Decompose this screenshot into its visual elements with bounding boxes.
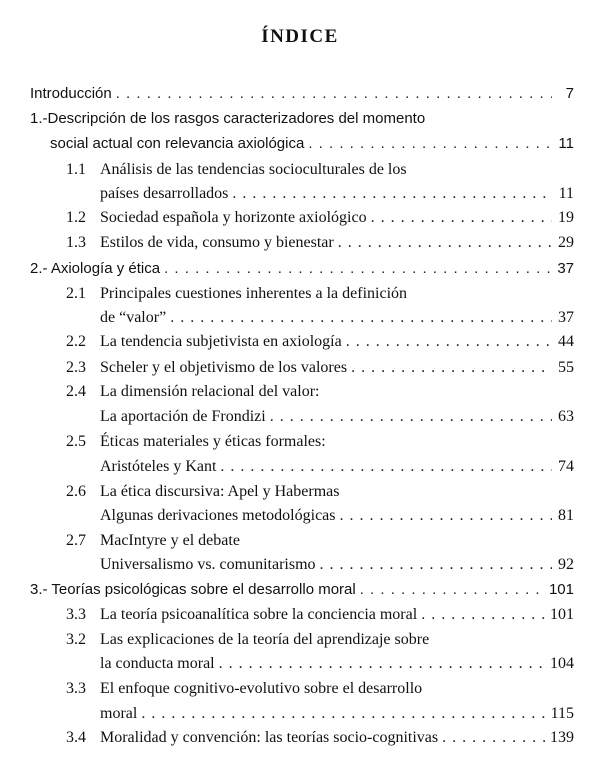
dot-leader — [442, 726, 546, 750]
toc-entry-number: 2.6 — [66, 483, 86, 500]
toc-entry-page: 19 — [558, 209, 574, 226]
toc-entry-number: 2.3 — [66, 359, 86, 376]
toc-entry-title: de “valor” — [100, 309, 167, 326]
toc-entry-page: 92 — [558, 556, 574, 573]
toc-entry-title: 3.- Teorías psicológicas sobre el desarrollo moral — [30, 581, 356, 598]
toc-entry — [100, 702, 574, 726]
toc-entry-page: 11 — [558, 135, 574, 152]
dot-leader — [164, 257, 552, 281]
dot-leader — [340, 504, 553, 528]
toc-entry — [66, 677, 422, 701]
toc-entry-number: 1.3 — [66, 234, 86, 251]
dot-leader — [170, 306, 552, 330]
toc-entry — [66, 430, 326, 454]
dot-leader — [338, 231, 552, 255]
toc-entry — [100, 306, 574, 330]
toc-entry-title: La teoría psicoanalítica sobre la conciencia moral — [100, 606, 418, 623]
toc-entry — [66, 529, 240, 553]
toc-entry-title: Aristóteles y Kant — [100, 458, 217, 475]
toc-entry-title: Introducción — [30, 85, 112, 102]
dot-leader — [308, 132, 552, 156]
toc-entry-title: El enfoque cognitivo-evolutivo sobre el desarrollo — [100, 680, 423, 697]
toc-entry — [66, 330, 574, 354]
toc-entry-title: Moralidad y convención: las teorías socio-cognitivas — [100, 729, 439, 746]
toc-entry-number: 2.7 — [66, 532, 86, 549]
toc-entry — [100, 455, 574, 479]
toc-entry-page: 55 — [558, 359, 574, 376]
dot-leader — [219, 652, 546, 676]
toc-entry-title: Estilos de vida, consumo y bienestar — [100, 234, 334, 251]
toc-entry — [50, 132, 574, 156]
toc-entry-title: Éticas materiales y éticas formales: — [100, 433, 326, 450]
toc-entry-number: 2.5 — [66, 433, 86, 450]
toc-entry — [30, 82, 574, 106]
toc-entry-title: La tendencia subjetivista en axiología — [100, 333, 342, 350]
toc-entry-page: 81 — [558, 507, 574, 524]
dot-leader — [421, 603, 546, 627]
dot-leader — [346, 330, 552, 354]
toc-entry — [66, 480, 339, 504]
toc-entry — [66, 206, 574, 230]
toc-entry — [66, 356, 574, 380]
toc-entry — [30, 578, 574, 602]
toc-entry-number: 3.3 — [66, 680, 86, 697]
toc-entry — [100, 182, 574, 206]
toc-entry-title: Las explicaciones de la teoría del aprendizaje sobre — [100, 631, 430, 648]
toc-entry — [100, 405, 574, 429]
toc-entry-page: 115 — [550, 705, 574, 722]
toc-entry-title: la conducta moral — [100, 655, 215, 672]
dot-leader — [220, 455, 552, 479]
dot-leader — [371, 206, 552, 230]
toc-entry-number: 2.2 — [66, 333, 86, 350]
toc-entry-number: 3.4 — [66, 729, 86, 746]
toc-entry — [66, 158, 407, 182]
toc-entry-page: 37 — [558, 309, 574, 326]
toc-entry-number: 1.2 — [66, 209, 86, 226]
toc-entry-page: 74 — [558, 458, 574, 475]
toc-entry-page: 101 — [550, 606, 574, 623]
toc-entry-title: La aportación de Frondizi — [100, 408, 266, 425]
page-title: ÍNDICE — [261, 26, 339, 47]
dot-leader — [360, 578, 545, 602]
toc-entry-page: 7 — [565, 85, 574, 102]
toc-entry-title: Sociedad española y horizonte axiológico — [100, 209, 367, 226]
toc-entry — [66, 380, 319, 404]
toc-entry-title: MacIntyre y el debate — [100, 532, 240, 549]
toc-entry — [66, 282, 407, 306]
toc-entry-title: Scheler y el objetivismo de los valores — [100, 359, 348, 376]
toc-entry-number: 1.1 — [66, 161, 86, 178]
toc-entry — [66, 231, 574, 255]
toc-entry-number: 3.3 — [66, 606, 86, 623]
toc-entry-title: La ética discursiva: Apel y Habermas — [100, 483, 340, 500]
toc-entry-title: Algunas derivaciones metodológicas — [100, 507, 336, 524]
toc-entry-title: 2.- Axiología y ética — [30, 260, 161, 277]
toc-entry — [30, 257, 574, 281]
toc-entry-number: 3.2 — [66, 631, 86, 648]
toc-entry-title: Análisis de las tendencias socioculturales de los — [100, 161, 407, 178]
toc-entry-page: 139 — [550, 729, 574, 746]
toc-entry — [30, 107, 425, 131]
toc-entry — [66, 603, 574, 627]
toc-entry-page: 11 — [558, 185, 574, 202]
toc-entry-page: 29 — [558, 234, 574, 251]
toc-entry — [100, 504, 574, 528]
dot-leader — [320, 553, 552, 577]
toc-entry — [100, 553, 574, 577]
toc-entry — [66, 726, 574, 750]
toc-entry-title: moral — [100, 705, 138, 722]
toc-entry-page: 101 — [548, 581, 574, 598]
toc-entry — [66, 628, 429, 652]
toc-entry — [100, 652, 574, 676]
toc-entry-title: social actual con relevancia axiológica — [50, 135, 305, 152]
dot-leader — [141, 702, 546, 726]
dot-leader — [116, 82, 552, 106]
toc-entry-title: Principales cuestiones inherentes a la definición — [100, 285, 408, 302]
toc-entry-title: Universalismo vs. comunitarismo — [100, 556, 316, 573]
dot-leader — [270, 405, 552, 429]
toc-entry-title: La dimensión relacional del valor: — [100, 383, 320, 400]
toc-entry-page: 37 — [557, 260, 574, 277]
toc-entry-title: países desarrollados — [100, 185, 229, 202]
toc-entry-number: 2.1 — [66, 285, 86, 302]
toc-entry-page: 44 — [558, 333, 574, 350]
toc-entry-title: 1.-Descripción de los rasgos caracterizadores del momento — [30, 110, 426, 127]
dot-leader — [351, 356, 552, 380]
dot-leader — [232, 182, 552, 206]
toc-entry-number: 2.4 — [66, 383, 86, 400]
toc-entry-page: 63 — [558, 408, 574, 425]
toc-entry-page: 104 — [550, 655, 574, 672]
